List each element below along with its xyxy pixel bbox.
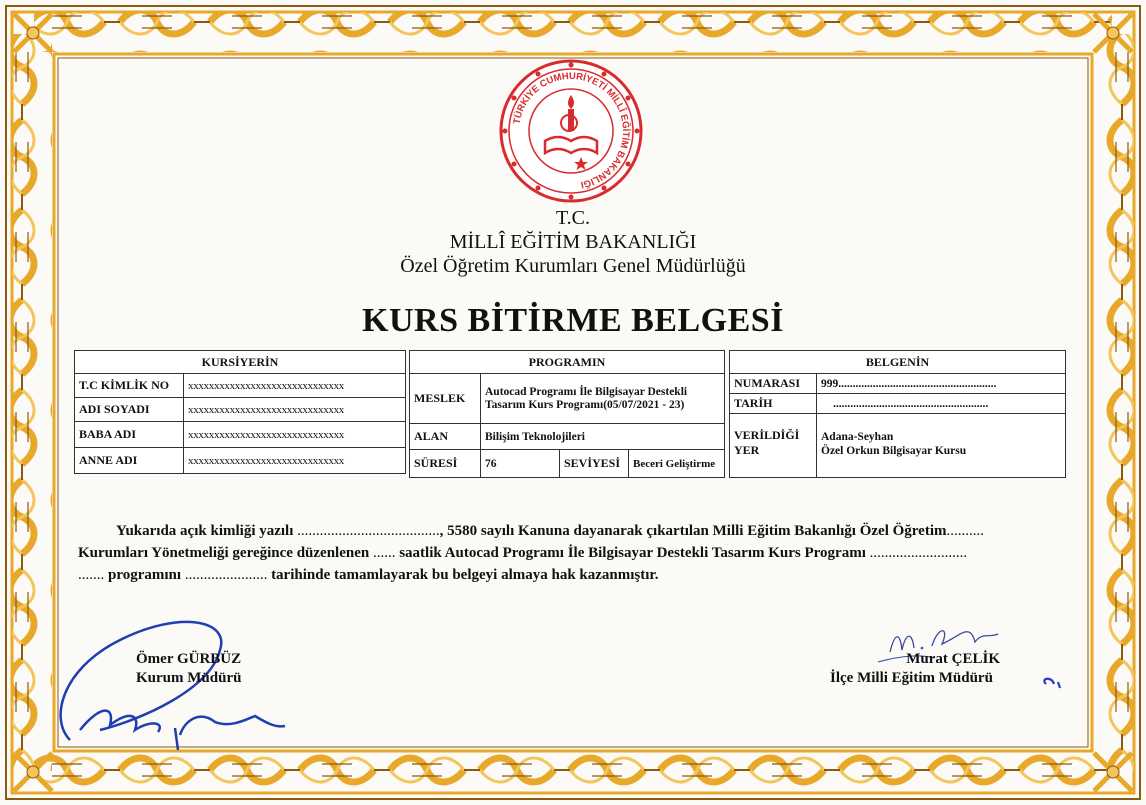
program-meslek-value: Autocad Programı İle Bilgisayar Destekli Tasarım Kurs Programı(05/07/2021 - 23) [481, 374, 725, 424]
trainee-label: ADI SOYADI [75, 398, 184, 422]
trainee-value: xxxxxxxxxxxxxxxxxxxxxxxxxxxxxx [184, 374, 406, 398]
program-seviye-label: SEVİYESİ [560, 450, 629, 478]
body-text-dots: ....... [78, 567, 105, 583]
program-alan-label: ALAN [410, 424, 481, 450]
body-text-part: Kurumları Yönetmeliği gereğince düzenlenen [78, 545, 370, 561]
certificate-number-value: 999....................................................... [817, 374, 1066, 394]
trainee-table [74, 350, 406, 474]
program-suresi-value: 76 [481, 450, 560, 478]
header-ministry: MİLLÎ EĞİTİM BAKANLIĞI [449, 231, 697, 253]
right-signatory-title: İlçe Milli Eğitim Müdürü [830, 670, 993, 686]
body-text-dots: ...................... [184, 567, 268, 583]
program-table-header: PROGRAMIN [410, 351, 725, 374]
body-text-part: tarihinde tamamlayarak bu belgeyi almaya hak kazanmıştır. [267, 567, 659, 583]
header-tc: T.C. [555, 207, 591, 229]
certificate-info-table [729, 350, 1066, 478]
certificate-place-label: VERİLDİĞİ YER [730, 414, 817, 478]
right-signatory-name: Murat ÇELİK [906, 651, 1000, 667]
trainee-label: BABA ADI [75, 422, 184, 448]
trainee-label: T.C KİMLİK NO [75, 374, 184, 398]
body-text-dots: ...................................... [297, 523, 440, 539]
body-text-part: , 5580 sayılı Kanuna dayanarak çıkartılan Milli Eğitim Bakanlığı Özel Öğretim [439, 523, 947, 539]
trainee-value: xxxxxxxxxxxxxxxxxxxxxxxxxxxxxx [184, 398, 406, 422]
certificate-place-institution: Özel Orkun Bilgisayar Kursu [821, 445, 967, 457]
program-table [409, 350, 725, 478]
certificate-number-label: NUMARASI [730, 374, 817, 394]
certificate-date-label: TARİH [730, 394, 817, 414]
program-suresi-label: SÜRESİ [410, 450, 481, 478]
program-meslek-label: MESLEK [410, 374, 481, 424]
header-directorate: Özel Öğretim Kurumları Genel Müdürlüğü [400, 255, 746, 277]
body-text-dots: .......... [946, 523, 984, 539]
body-text-dots: .......................... [869, 545, 968, 561]
certificate-info-header: BELGENİN [730, 351, 1066, 374]
certificate-title: KURS BİTİRME BELGESİ [362, 302, 784, 339]
left-signatory-title: Kurum Müdürü [136, 670, 242, 686]
certificate-date-value: ...................................................... [817, 394, 1066, 414]
trainee-label: ANNE ADI [75, 448, 184, 474]
body-text-part: Yukarıda açık kimliği yazılı [116, 523, 294, 539]
trainee-value: xxxxxxxxxxxxxxxxxxxxxxxxxxxxxx [184, 422, 406, 448]
certificate-body-text [78, 520, 1068, 586]
body-text-dots: ...... [372, 545, 396, 561]
certificate-place-city: Adana-Seyhan [821, 431, 894, 443]
left-signatory-name: Ömer GÜRBÜZ [136, 651, 242, 667]
body-text-part: programını [104, 567, 182, 583]
body-text-part: saatlik Autocad Programı İle Bilgisayar Destekli Tasarım Kurs Programı [395, 545, 866, 561]
seal-ring-text: TÜRKİYE CUMHURİYETİ MİLLÎ EĞİTİM BAKANLIĞI [511, 70, 632, 191]
ministry-seal-logo [497, 57, 645, 205]
program-seviye-value: Beceri Geliştirme [629, 450, 725, 478]
trainee-value: xxxxxxxxxxxxxxxxxxxxxxxxxxxxxx [184, 448, 406, 474]
trainee-table-header: KURSİYERİN [75, 351, 406, 374]
program-alan-value: Bilişim Teknolojileri [481, 424, 725, 450]
